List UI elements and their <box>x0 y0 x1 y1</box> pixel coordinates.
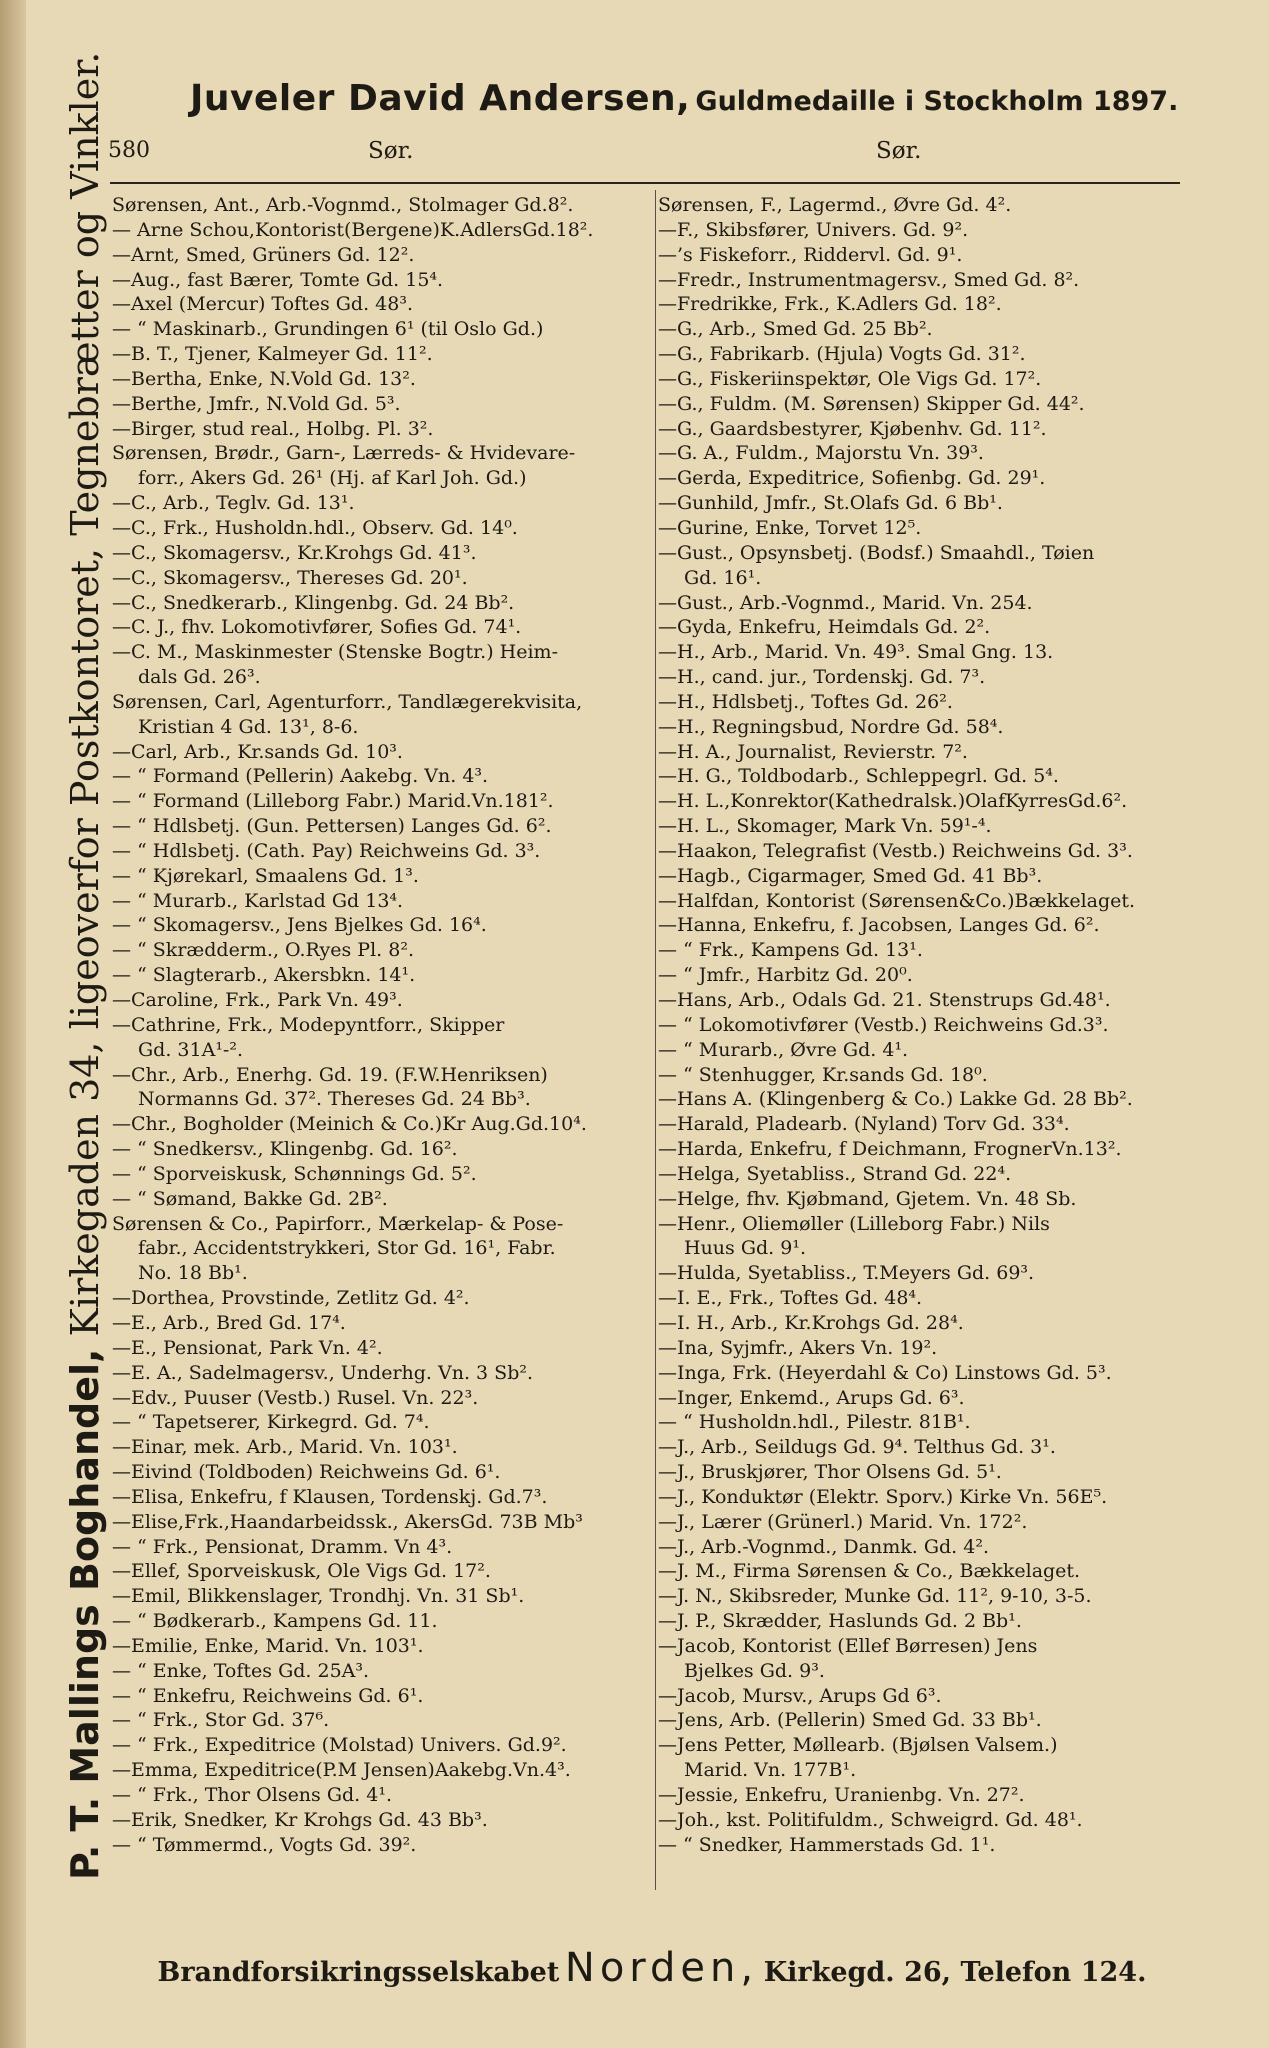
directory-entry-line: —G., Fuldm. (M. Sørensen) Skipper Gd. 44². <box>658 392 1085 415</box>
directory-entry-line: —J., Bruskjører, Thor Olsens Gd. 5¹. <box>658 1461 1002 1484</box>
directory-entry-line: —Hulda, Syetabliss., T.Meyers Gd. 69³. <box>658 1262 1035 1285</box>
directory-entry-line: forr., Akers Gd. 26¹ (Hj. af Karl Joh. Gd.) <box>138 467 527 490</box>
directory-entry-line: Sørensen, Brødr., Garn-, Lærreds- & Hvidevare- <box>112 442 576 465</box>
directory-entry-line: —J., Arb., Seildugs Gd. 9⁴. Telthus Gd. 3¹. <box>658 1436 1056 1459</box>
page-header-ad <box>190 78 1179 119</box>
directory-entry-line: —Emilie, Enke, Marid. Vn. 103¹. <box>112 1634 424 1657</box>
directory-entry-line: — “ Enkefru, Reichweins Gd. 6¹. <box>112 1684 424 1707</box>
directory-entry-line: —Chr., Arb., Enerhg. Gd. 19. (F.W.Henriksen) <box>112 1063 548 1086</box>
directory-entry-line: —H., cand. jur., Tordenskj. Gd. 7³. <box>658 666 986 689</box>
directory-entry-line: —J. P., Skrædder, Haslunds Gd. 2 Bb¹. <box>658 1610 1022 1633</box>
directory-entry-line: —I. H., Arb., Kr.Krohgs Gd. 28⁴. <box>658 1311 964 1334</box>
directory-entry-line: — “ Tømmermd., Vogts Gd. 39². <box>112 1833 417 1856</box>
directory-entry-line: — “ Sporveiskusk, Schønnings Gd. 5². <box>112 1162 477 1185</box>
directory-entry-line: Bjelkes Gd. 9³. <box>684 1659 825 1682</box>
directory-entry-line: —Emma, Expeditrice(P.M Jensen)Aakebg.Vn.4³. <box>112 1759 571 1782</box>
directory-entry-line: —C., Arb., Teglv. Gd. 13¹. <box>112 492 355 515</box>
header-subtitle: Guldmedaille i Stockholm 1897. <box>695 86 1179 117</box>
directory-entry-line: — “ Skrædderm., O.Ryes Pl. 8². <box>112 939 414 962</box>
footer-company: Brandforsikringsselskabet <box>157 1957 560 1988</box>
directory-entry-line: —H. L.,Konrektor(Kathedralsk.)OlafKyrresGd.6². <box>658 790 1128 813</box>
directory-entry-line: — “ Murarb., Karlstad Gd 13⁴. <box>112 889 404 912</box>
directory-entry-line: —Harald, Pladearb. (Nyland) Torv Gd. 33⁴. <box>658 1113 1070 1136</box>
directory-entry-line: —Hans, Arb., Odals Gd. 21. Stenstrups Gd.48¹. <box>658 989 1111 1011</box>
directory-entry-line: —Inger, Enkemd., Arups Gd. 6³. <box>658 1386 965 1409</box>
directory-entry-line: — “ Snedker, Hammerstads Gd. 1¹. <box>658 1833 996 1856</box>
directory-entry-line: —Halfdan, Kontorist (Sørensen&Co.)Bækkelaget. <box>658 889 1136 912</box>
directory-entry-line: Normanns Gd. 37². Thereses Gd. 24 Bb³. <box>138 1088 531 1111</box>
header-rule <box>110 182 1180 184</box>
left-column-heading: Sør. <box>368 138 414 164</box>
sidebar-text: Kirkegaden 34, ligeoverfor Postkontoret, Tegnebrætter og Vinkler. <box>63 51 107 1337</box>
directory-entry-line: —Jens, Arb. (Pellerin) Smed Gd. 33 Bb¹. <box>658 1709 1042 1732</box>
directory-entry-line: —Harda, Enkefru, f Deichmann, FrognerVn.13². <box>658 1138 1122 1161</box>
directory-entry-line: —Jens Petter, Møllearb. (Bjølsen Valsem.) <box>658 1734 1058 1757</box>
directory-entry-line: —Chr., Bogholder (Meinich & Co.)Kr Aug.Gd.10⁴. <box>112 1113 587 1136</box>
directory-entry-line: —C., Frk., Husholdn.hdl., Observ. Gd. 14⁰. <box>112 516 518 539</box>
directory-entry-line: —Emil, Blikkenslager, Trondhj. Vn. 31 Sb¹. <box>112 1585 525 1608</box>
directory-entry-line: — “ Frk., Kampens Gd. 13¹. <box>658 939 923 962</box>
directory-entry-line: —C. M., Maskinmester (Stenske Bogtr.) Heim- <box>112 641 558 664</box>
sidebar-advertisement <box>55 51 115 1880</box>
directory-entry-line: —Edv., Puuser (Vestb.) Rusel. Vn. 22³. <box>112 1386 479 1409</box>
directory-entry-line: —Arnt, Smed, Grüners Gd. 12². <box>112 243 415 266</box>
directory-entry-line: — Arne Schou,Kontorist(Bergene)K.AdlersGd.18². <box>112 218 594 241</box>
directory-entry-line: —Gyda, Enkefru, Heimdals Gd. 2². <box>658 616 991 639</box>
directory-entry-line: dals Gd. 26³. <box>138 666 261 689</box>
directory-entry-line: —Caroline, Frk., Park Vn. 49³. <box>112 989 403 1011</box>
directory-entry-line: Gd. 31A¹-². <box>138 1038 244 1061</box>
footer-brand-name: Norden, <box>564 1945 759 1991</box>
directory-entry-line: —Haakon, Telegrafist (Vestb.) Reichweins Gd. 3³. <box>658 839 1133 862</box>
directory-entry-line: —B. T., Tjener, Kalmeyer Gd. 11². <box>112 343 433 366</box>
directory-entry-line: Sørensen, Carl, Agenturforr., Tandlægerekvisita, <box>112 690 583 713</box>
directory-entry-line: —H. A., Journalist, Revierstr. 7². <box>658 740 968 763</box>
sidebar-brand: P. T. Mallings Boghandel, <box>63 1348 107 1880</box>
directory-entry-line: —F., Skibsfører, Univers. Gd. 9². <box>658 218 969 241</box>
directory-entry-line: —C. J., fhv. Lokomotivfører, Sofies Gd. 74¹. <box>112 616 522 639</box>
directory-entry-line: — “ Kjørekarl, Smaalens Gd. 1³. <box>112 864 419 887</box>
directory-entry-line: —Fredr., Instrumentmagersv., Smed Gd. 8². <box>658 268 1080 291</box>
directory-entry-line: — “ Stenhugger, Kr.sands Gd. 18⁰. <box>658 1063 988 1086</box>
directory-entry-line: —J. N., Skibsreder, Munke Gd. 11², 9-10, 3-5. <box>658 1585 1092 1608</box>
directory-entry-line: —C., Skomagersv., Thereses Gd. 20¹. <box>112 566 468 589</box>
directory-entry-line: Sørensen & Co., Papirforr., Mærkelap- & Pose- <box>112 1212 564 1235</box>
directory-entry-line: Huus Gd. 9¹. <box>684 1237 806 1260</box>
directory-entry-line: —H., Regningsbud, Nordre Gd. 58⁴. <box>658 715 1004 738</box>
directory-entry-line: —’s Fiskeforr., Riddervl. Gd. 9¹. <box>658 243 963 266</box>
directory-entry-line: —Cathrine, Frk., Modepyntforr., Skipper <box>112 1013 505 1036</box>
directory-entry-line: —Aug., fast Bærer, Tomte Gd. 15⁴. <box>112 268 444 291</box>
directory-entry-line: —Gust., Arb.-Vognmd., Marid. Vn. 254. <box>658 591 1033 614</box>
directory-entry-line: Sørensen, F., Lagermd., Øvre Gd. 4². <box>658 194 1012 216</box>
directory-entry-line: —H., Arb., Marid. Vn. 49³. Smal Gng. 13. <box>658 641 1054 664</box>
header-title: Juveler David Andersen, <box>190 78 691 119</box>
directory-entry-line: —E., Pensionat, Park Vn. 4². <box>112 1336 383 1359</box>
directory-entry-line: — “ Murarb., Øvre Gd. 4¹. <box>658 1038 909 1061</box>
page-number: 580 <box>108 138 150 163</box>
directory-entry-line: —Joh., kst. Politifuldm., Schweigrd. Gd. 48¹. <box>658 1808 1083 1831</box>
directory-entry-line: — “ Hdlsbetj. (Gun. Pettersen) Langes Gd. 6². <box>112 815 552 838</box>
column-separator <box>655 190 656 1890</box>
directory-entry-line: —E. A., Sadelmagersv., Underhg. Vn. 3 Sb². <box>112 1361 534 1384</box>
directory-entry-line: —G., Arb., Smed Gd. 25 Bb². <box>658 318 933 341</box>
directory-entry-line: — “ Sømand, Bakke Gd. 2B². <box>112 1187 388 1210</box>
directory-entry-line: —Einar, mek. Arb., Marid. Vn. 103¹. <box>112 1436 458 1459</box>
directory-entry-line: — “ Formand (Pellerin) Aakebg. Vn. 4³. <box>112 765 489 788</box>
directory-entry-line: —Henr., Oliemøller (Lilleborg Fabr.) Nils <box>658 1212 1050 1235</box>
directory-entry-line: — “ Enke, Toftes Gd. 25A³. <box>112 1659 370 1682</box>
directory-entry-line: Sørensen, Ant., Arb.-Vognmd., Stolmager Gd.8². <box>112 194 574 216</box>
directory-entry-line: —Dorthea, Provstinde, Zetlitz Gd. 4². <box>112 1287 470 1310</box>
directory-entry-line: — “ Frk., Stor Gd. 37⁶. <box>112 1709 330 1732</box>
directory-entry-line: Gd. 16¹. <box>684 566 762 589</box>
directory-entry-line: — “ Jmfr., Harbitz Gd. 20⁰. <box>658 964 913 987</box>
directory-entry-line: Marid. Vn. 177B¹. <box>684 1759 857 1782</box>
directory-entry-line: —Elise,Frk.,Haandarbeidssk., AkersGd. 73B Mb³ <box>112 1510 583 1533</box>
directory-entry-line: —Bertha, Enke, N.Vold Gd. 13². <box>112 367 416 390</box>
directory-entry-line: —Ellef, Sporveiskusk, Ole Vigs Gd. 17². <box>112 1560 491 1583</box>
directory-entry-line: —J., Lærer (Grünerl.) Marid. Vn. 172². <box>658 1510 1028 1533</box>
directory-entry-line: — “ Skomagersv., Jens Bjelkes Gd. 16⁴. <box>112 914 487 937</box>
directory-entry-line: —Gunhild, Jmfr., St.Olafs Gd. 6 Bb¹. <box>658 492 1003 515</box>
directory-entry-line: —J., Konduktør (Elektr. Sporv.) Kirke Vn. 56E⁵. <box>658 1485 1108 1508</box>
directory-entry-line: — “ Maskinarb., Grundingen 6¹ (til Oslo Gd.) <box>112 318 544 341</box>
directory-entry-line: No. 18 Bb¹. <box>138 1262 248 1285</box>
directory-entry-line: — “ Hdlsbetj. (Cath. Pay) Reichweins Gd. 3³. <box>112 839 541 862</box>
directory-entry-line: —Gerda, Expeditrice, Sofienbg. Gd. 29¹. <box>658 467 1046 490</box>
directory-entry-line: —G., Fiskeriinspektør, Ole Vigs Gd. 17². <box>658 367 1042 390</box>
directory-entry-line: Kristian 4 Gd. 13¹, 8-6. <box>138 715 359 738</box>
directory-entry-line: —Hans A. (Klingenberg & Co.) Lakke Gd. 28 Bb². <box>658 1088 1133 1111</box>
directory-entry-line: —Ina, Syjmfr., Akers Vn. 19². <box>658 1336 938 1359</box>
directory-entry-line: — “ Frk., Pensionat, Dramm. Vn 4³. <box>112 1535 453 1558</box>
footer-address: Kirkegd. 26, Telefon 124. <box>763 1957 1147 1988</box>
directory-entry-line: —Erik, Snedker, Kr Krohgs Gd. 43 Bb³. <box>112 1808 488 1831</box>
directory-entry-line: —Jacob, Mursv., Arups Gd 6³. <box>658 1684 942 1707</box>
directory-entry-line: — “ Lokomotivfører (Vestb.) Reichweins Gd.3³. <box>658 1013 1109 1036</box>
directory-entry-line: —I. E., Frk., Toftes Gd. 48⁴. <box>658 1287 923 1310</box>
directory-entry-line: —Inga, Frk. (Heyerdahl & Co) Linstows Gd. 5³. <box>658 1361 1112 1384</box>
directory-entry-line: —Jessie, Enkefru, Uranienbg. Vn. 27². <box>658 1784 1025 1806</box>
directory-entry-line: — “ Slagterarb., Akersbkn. 14¹. <box>112 964 416 987</box>
directory-entry-line: —G., Gaardsbestyrer, Kjøbenhv. Gd. 11². <box>658 417 1047 440</box>
directory-entry-line: —E., Arb., Bred Gd. 17⁴. <box>112 1311 346 1334</box>
directory-entry-line: —G. A., Fuldm., Majorstu Vn. 39³. <box>658 442 984 465</box>
directory-entry-line: fabr., Accidentstrykkeri, Stor Gd. 16¹, Fabr. <box>138 1237 556 1260</box>
directory-entry-line: —Hagb., Cigarmager, Smed Gd. 41 Bb³. <box>658 864 1043 887</box>
directory-entry-line: —J., Arb.-Vognmd., Danmk. Gd. 4². <box>658 1535 989 1558</box>
directory-entry-line: — “ Bødkerarb., Kampens Gd. 11. <box>112 1610 438 1633</box>
directory-entry-line: —H., Hdlsbetj., Toftes Gd. 26². <box>658 690 953 713</box>
directory-entry-line: — “ Husholdn.hdl., Pilestr. 81B¹. <box>658 1411 971 1434</box>
directory-entry-line: —Carl, Arb., Kr.sands Gd. 10³. <box>112 740 403 763</box>
directory-entry-line: —Gurine, Enke, Torvet 12⁵. <box>658 516 922 539</box>
right-column-heading: Sør. <box>876 138 922 164</box>
directory-entry-line: —J. M., Firma Sørensen & Co., Bækkelaget. <box>658 1560 1081 1583</box>
directory-entry-line: —G., Fabrikarb. (Hjula) Vogts Gd. 31². <box>658 343 1026 366</box>
footer-advertisement <box>112 1945 1192 1991</box>
directory-entry-line: —Birger, stud real., Holbg. Pl. 3². <box>112 417 434 440</box>
directory-entry-line: —Elisa, Enkefru, f Klausen, Tordenskj. Gd.7³. <box>112 1485 548 1508</box>
directory-entry-line: — “ Frk., Expeditrice (Molstad) Univers. Gd.9². <box>112 1734 567 1757</box>
directory-entry-line: — “ Snedkersv., Klingenbg. Gd. 16². <box>112 1138 458 1161</box>
directory-entry-line: — “ Tapetserer, Kirkegrd. Gd. 7⁴. <box>112 1411 430 1434</box>
directory-entry-line: —C., Snedkerarb., Klingenbg. Gd. 24 Bb². <box>112 591 515 614</box>
directory-entry-line: —H. G., Toldbodarb., Schleppegrl. Gd. 5⁴. <box>658 765 1059 788</box>
directory-entry-line: —Jacob, Kontorist (Ellef Børresen) Jens <box>658 1634 1038 1657</box>
page-spine-edge <box>0 0 26 2048</box>
directory-entry-line: —Hanna, Enkefru, f. Jacobsen, Langes Gd. 6². <box>658 914 1100 937</box>
directory-entry-line: —Helga, Syetabliss., Strand Gd. 22⁴. <box>658 1162 1012 1185</box>
directory-entry-line: — “ Formand (Lilleborg Fabr.) Marid.Vn.181². <box>112 790 554 813</box>
directory-entry-line: —Fredrikke, Frk., K.Adlers Gd. 18². <box>658 293 1002 316</box>
left-column <box>112 193 652 1858</box>
directory-entry-line: —Eivind (Toldboden) Reichweins Gd. 6¹. <box>112 1461 501 1484</box>
directory-entry-line: —Helge, fhv. Kjøbmand, Gjetem. Vn. 48 Sb. <box>658 1187 1077 1210</box>
directory-entry-line: —H. L., Skomager, Mark Vn. 59¹-⁴. <box>658 815 992 838</box>
directory-entry-line: —C., Skomagersv., Kr.Krohgs Gd. 41³. <box>112 541 477 564</box>
right-column <box>658 193 1190 1858</box>
directory-entry-line: —Berthe, Jmfr., N.Vold Gd. 5³. <box>112 392 401 415</box>
directory-entry-line: —Axel (Mercur) Toftes Gd. 48³. <box>112 293 413 316</box>
directory-entry-line: —Gust., Opsynsbetj. (Bodsf.) Smaahdl., Tøien <box>658 541 1095 564</box>
directory-entry-line: — “ Frk., Thor Olsens Gd. 4¹. <box>112 1784 392 1806</box>
